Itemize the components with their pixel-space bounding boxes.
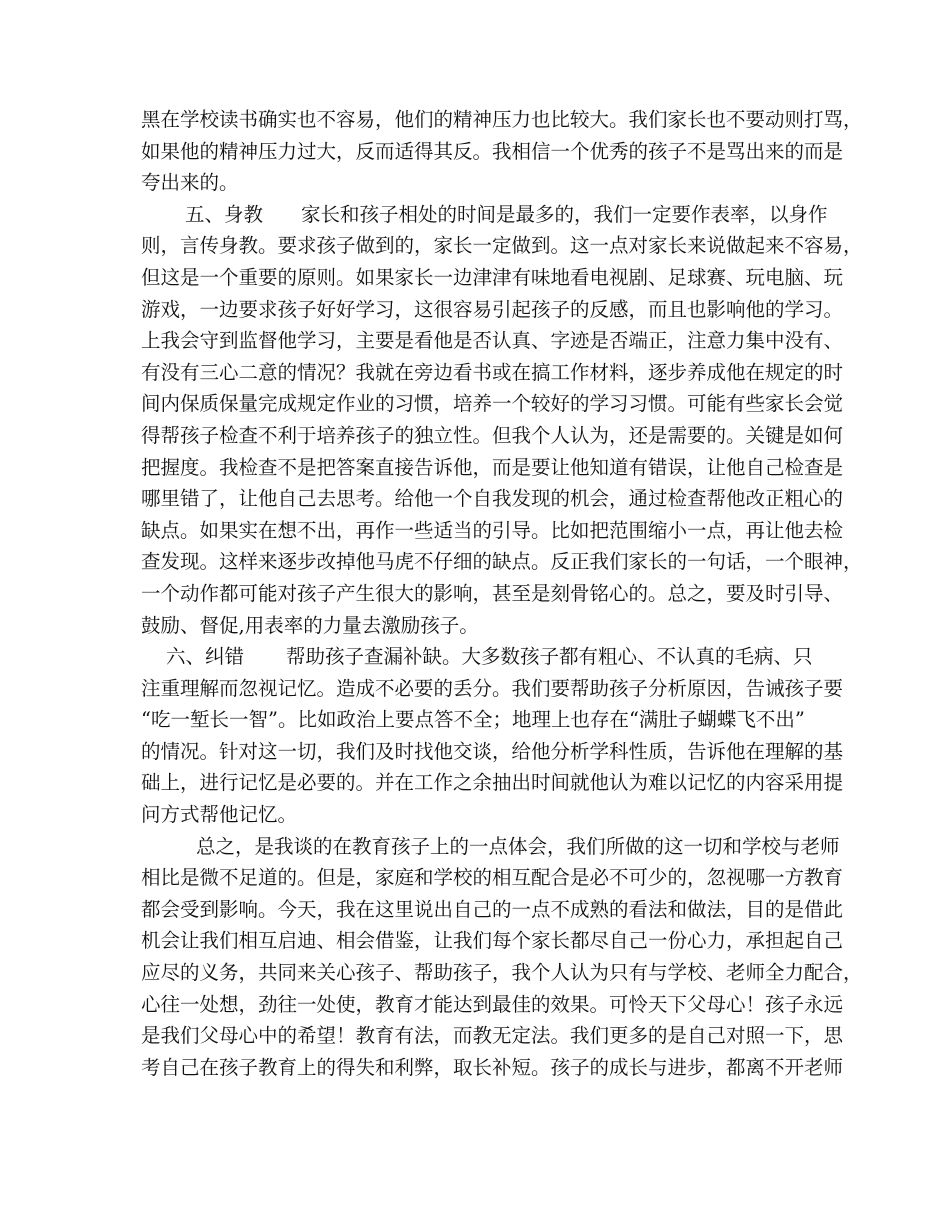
text-line: 间内保质保量完成规定作业的习惯，培养一个较好的学习习惯。可能有些家长会觉 [141, 392, 844, 416]
text-line: 则，言传身教。要求孩子做到的，家长一定做到。这一点对家长来说做起来不容易， [141, 234, 863, 258]
section-heading-six: 六、纠错 [166, 645, 245, 669]
text-line: 础上，进行记忆是必要的。并在工作之余抽出时间就他认为难以记忆的内容采用提 [141, 771, 844, 795]
text-line: 注重理解而忽视记忆。造成不必要的丢分。我们要帮助孩子分析原因，告诫孩子要 [141, 676, 844, 700]
text-line: 机会让我们相互启迪、相会借鉴，让我们每个家长都尽自己一份心力，承担起自己 [141, 929, 844, 953]
section-six-lead: 帮助孩子查漏补缺。大多数孩子都有粗心、不认真的毛病、只 [286, 645, 813, 669]
text-line: 都会受到影响。今天，我在这里说出自己的一点不成熟的看法和做法，目的是借此 [141, 897, 844, 921]
text-line: 夸出来的。 [141, 171, 239, 195]
text-line: 把握度。我检查不是把答案直接告诉他，而是要让他知道有错误，让他自己检查是 [141, 455, 844, 479]
text-line: 缺点。如果实在想不出，再作一些适当的引导。比如把范围缩小一点，再让他去检 [141, 518, 844, 542]
text-line: 有没有三心二意的情况？我就在旁边看书或在搞工作材料，逐步养成他在规定的时 [141, 360, 844, 384]
text-line: 问方式帮他记忆。 [141, 803, 298, 827]
text-line: 考自己在孩子教育上的得失和利弊，取长补短。孩子的成长与进步，都离不开老师 [141, 1055, 844, 1079]
text-line: 一个动作都可能对孩子产生很大的影响，甚至是刻骨铭心的。总之，要及时引导、 [141, 581, 844, 605]
text-line: 得帮孩子检查不利于培养孩子的独立性。但我个人认为，还是需要的。关键是如何 [141, 423, 844, 447]
conclusion-first-line: 总之，是我谈的在教育孩子上的一点体会，我们所做的这一切和学校与老师 [196, 834, 840, 858]
text-line: 查发现。这样来逐步改掉他马虎不仔细的缺点。反正我们家长的一句话，一个眼神， [141, 550, 863, 574]
text-line: 上我会守到监督他学习，主要是看他是否认真、字迹是否端正，注意力集中没有、 [141, 329, 844, 353]
text-line: 鼓励、督促,用表率的力量去激励孩子。 [141, 613, 479, 637]
section-six-line [141, 641, 841, 673]
text-line: 哪里错了，让他自己去思考。给他一个自我发现的机会，通过检查帮他改正粗心的 [141, 487, 844, 511]
text-line: 应尽的义务，共同来关心孩子、帮助孩子，我个人认为只有与学校、老师全力配合， [141, 961, 863, 985]
text-line: 相比是微不足道的。但是，家庭和学校的相互配合是必不可少的，忽视哪一方教育 [141, 866, 844, 890]
text-line: 是我们父母心中的希望！教育有法，而教无定法。我们更多的是自己对照一下，思 [141, 1024, 844, 1048]
text-line: 心往一处想，劲往一处使，教育才能达到最佳的效果。可怜天下父母心！孩子永远 [141, 992, 844, 1016]
text-line: “吃一堑长一智”。比如政治上要点答不全；地理上也存在“满肚子蝴蝶飞不出” [141, 708, 805, 732]
text-line: 黑在学校读书确实也不容易，他们的精神压力也比较大。我们家长也不要动则打骂， [141, 108, 863, 131]
text-line: 但这是一个重要的原则。如果家长一边津津有味地看电视剧、足球赛、玩电脑、玩 [141, 265, 844, 289]
text-line: 的情况。针对这一切，我们及时找他交谈，给他分析学科性质，告诉他在理解的基 [141, 739, 844, 763]
section-five-line [141, 199, 841, 231]
text-line: 游戏，一边要求孩子好好学习，这很容易引起孩子的反感，而且也影响他的学习。 [141, 297, 844, 321]
body-text [141, 104, 863, 1083]
section-five-lead: 家长和孩子相处的时间是最多的，我们一定要作表率，以身作 [301, 202, 828, 226]
section-heading-five: 五、身教 [185, 202, 264, 226]
text-line: 如果他的精神压力过大，反而适得其反。我相信一个优秀的孩子不是骂出来的而是 [141, 139, 844, 163]
